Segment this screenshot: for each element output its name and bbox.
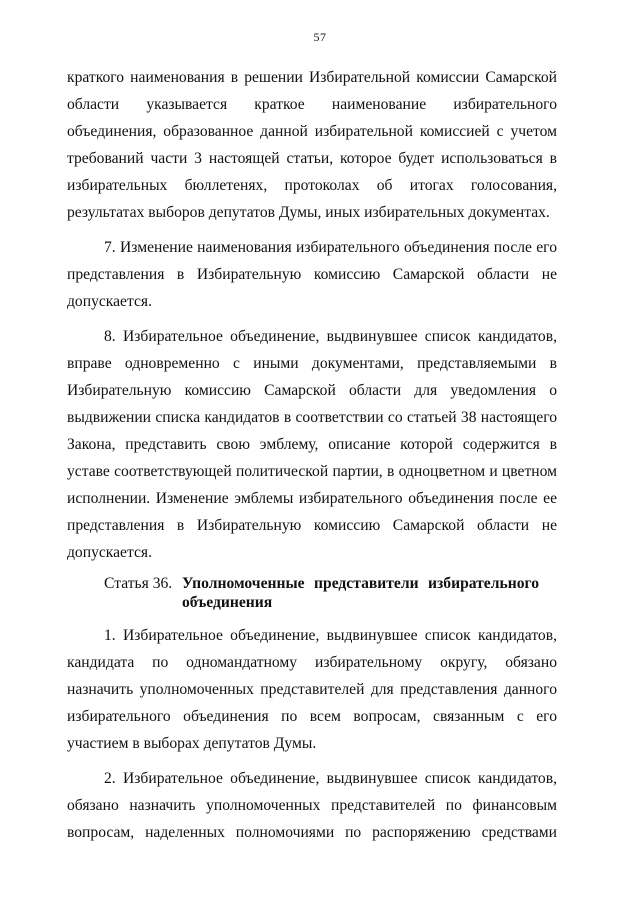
paragraph-item-7: 7. Изменение наименования избирательного объединения после его представления в Избирательную комиссию Самарской области не допускается.: [67, 239, 557, 310]
paragraph-item-1: 1. Избирательное объединение, выдвинувшее список кандидатов, кандидата по одномандатному избирательному округу, обязано назначить уполномоченных представителей для представления данного избирательного объединения по всем вопросам, связанным с его участием в выборах депутатов Думы.: [67, 627, 557, 752]
paragraph-item-8: 8. Избирательное объединение, выдвинувшее список кандидатов, вправе одновременно с иными документами, представляемыми в Избирательную комиссию Самарской области для уведомления о выдвижении списка кандидатов в соответствии со статьей 38 настоящего Закона, представить свою эмблему, описание которой содержится в уставе соответствующей политической партии, в одноцветном и цветном исполнении. Изменение эмблемы избирательного объединения после ее представления в Избирательную комиссию Самарской области не допускается.: [67, 328, 557, 561]
page-number: 57: [313, 30, 327, 44]
document-body: [67, 64, 557, 846]
paragraph-item-2: 2. Избирательное объединение, выдвинувшее список кандидатов, обязано назначить уполномоченных представителей по финансовым вопросам, наделенных полномочиями по распоряжению средствами: [67, 770, 557, 841]
article-heading: [67, 574, 557, 612]
article-number: Статья 36.: [104, 575, 173, 592]
article-title: Уполномоченные представители избирательного объединения: [182, 575, 539, 611]
paragraph-continuation: краткого наименования в решении Избирательной комиссии Самарской области указывается краткое наименование избирательного объединения, образованное данной избирательной комиссией с учетом требований части 3 настоящей статьи, которое будет использоваться в избирательных бюллетенях, протоколах об итогах голосования, результатах выборов депутатов Думы, иных избирательных документах.: [67, 69, 557, 221]
